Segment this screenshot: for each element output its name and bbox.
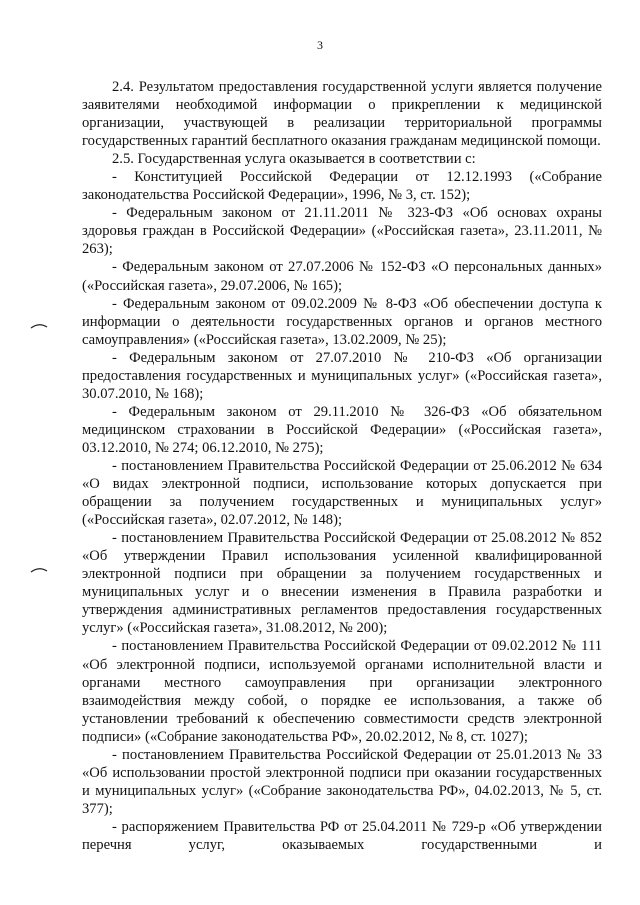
list-item-law-210: - Федеральным законом от 27.07.2010 № 210-ФЗ «Об организации предоставления государственных и муниципальных услуг» («Российская газета», 30.07.2010, № 168); [82,349,602,402]
margin-bracket-mark [30,565,48,575]
list-item-law-8: - Федеральным законом от 09.02.2009 № 8-ФЗ «Об обеспечении доступа к информации о деятельности государственных органов и органов местного самоуправления» («Российская газета», 13.02.2009, № 25); [82,295,602,348]
paragraph-2-4: 2.4. Результатом предоставления государственной услуги является получение заявителями необходимой информации о прикреплении к медицинской организации, участвующей в реализации территориальной программы государственных гарантий бесплатного оказания гражданам медицинской помощи. [82,79,602,150]
list-item-law-326: - Федеральным законом от 29.11.2010 № 326-ФЗ «Об обязательном медицинском страховании в Российской Федерации» («Российская газета», 03.12.2010, № 274; 06.12.2010, № 275); [82,403,602,456]
list-item-law-323: - Федеральным законом от 21.11.2011 № 323-ФЗ «Об основах охраны здоровья граждан в Российской Федерации» («Российская газета», 23.11.2011, № 263); [82,205,602,258]
list-item-order-729: - распоряжением Правительства РФ от 25.04.2011 № 729-р «Об утверждении перечня услуг, оказываемых государственными и [82,818,602,853]
document-body [82,78,602,854]
list-item-law-152: - Федеральным законом от 27.07.2006 № 152-ФЗ «О персональных данных» («Российская газета», 29.07.2006, № 165); [82,259,602,294]
page-number: 3 [317,38,323,52]
list-item-decree-634: - постановлением Правительства Российской Федерации от 25.06.2012 № 634 «О видах электронной подписи, использование которых допускается при обращении за получением государственных и муниципальных услуг» («Российская газета», 02.07.2012, № 148); [82,457,602,529]
list-item-decree-33: - постановлением Правительства Российской Федерации от 25.01.2013 № 33 «Об использовании простой электронной подписи при оказании государственных и муниципальных услуг» («Собрание законодательства РФ», 04.02.2013, № 5, ст. 377); [82,746,602,817]
list-item-decree-111: - постановлением Правительства Российской Федерации от 09.02.2012 № 111 «Об электронной подписи, используемой органами исполнительной власти и органами местного самоуправления при организации электронного взаимодействия между собой, о порядке ее использования, а также об установлении требований к обеспечению совместимости средств электронной подписи» («Собрание законодательства РФ», 20.02.2012, № 8, ст. 1027); [82,638,602,745]
list-item-constitution: - Конституцией Российской Федерации от 12.12.1993 («Собрание законодательства Российской Федерации», 1996, № 3, ст. 152); [82,169,602,204]
margin-bracket-mark [30,321,48,331]
paragraph-2-5: 2.5. Государственная услуга оказывается в соответствии с: [112,151,476,168]
list-item-decree-852: - постановлением Правительства Российской Федерации от 25.08.2012 № 852 «Об утверждении Правил использования усиленной квалифицированной электронной подписи при обращении за получением государственных и муниципальных услуг и о внесении изменения в Правила разработки и утверждения административных регламентов предоставления государственных услуг» («Российская газета», 31.08.2012, № 200); [82,530,602,637]
